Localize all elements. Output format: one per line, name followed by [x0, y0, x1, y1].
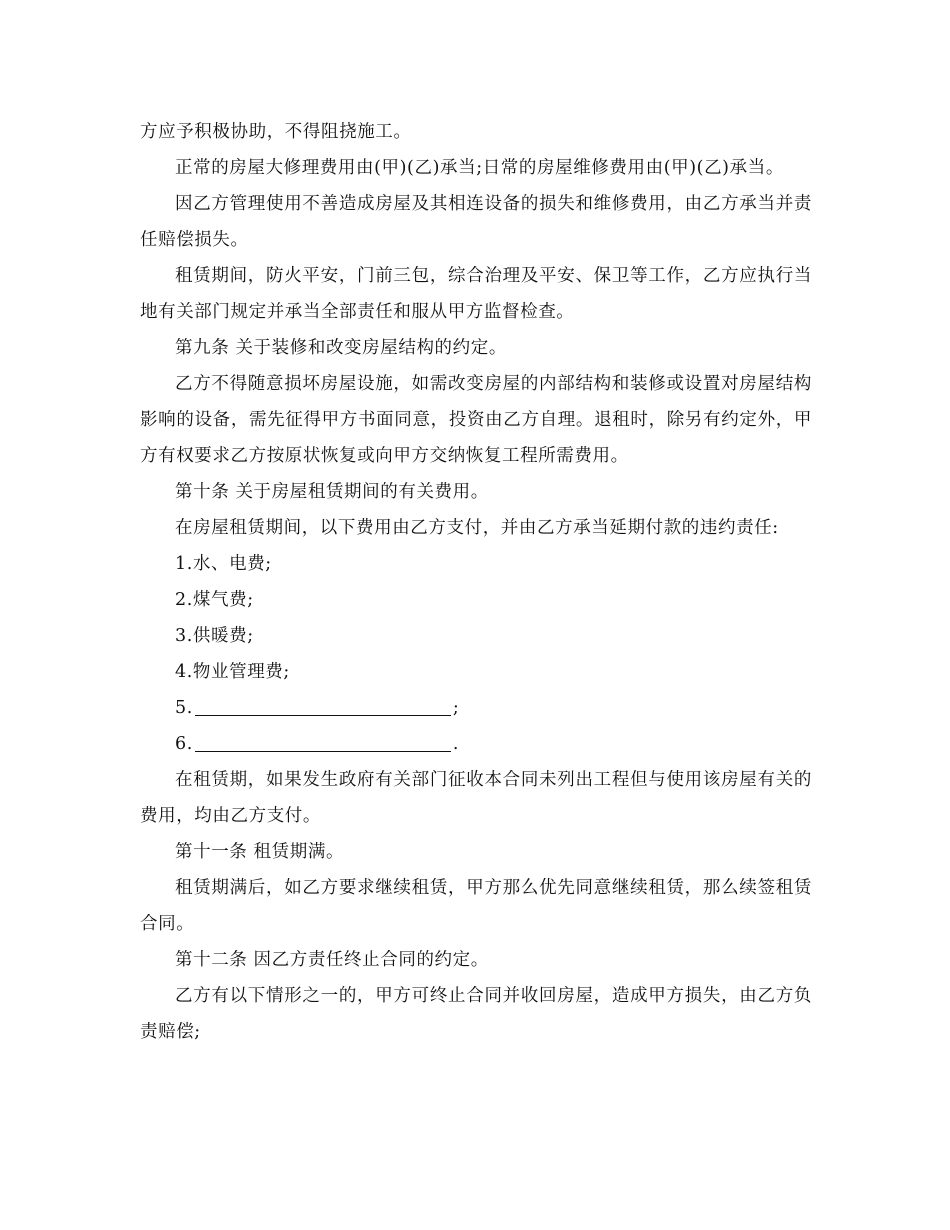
- article-heading: 第十二条 因乙方责任终止合同的约定。: [175, 950, 489, 970]
- paragraph: 在房屋租赁期间，以下费用由乙方支付，并由乙方承当延期付款的违约责任:: [175, 518, 779, 538]
- paragraph: 乙方有以下情形之一的，甲方可终止合同并收回房屋，造成甲方损失，由乙方负责赔偿;: [140, 986, 812, 1042]
- article-heading: 第九条 关于装修和改变房屋结构的约定。: [175, 338, 507, 358]
- contract-text: [140, 114, 812, 1050]
- list-item: 3.供暖费;: [175, 626, 254, 646]
- list-punct: ;: [452, 698, 460, 718]
- list-item-blank: [140, 726, 812, 762]
- paragraph: 租赁期满后，如乙方要求继续租赁，甲方那么优先同意继续租赁，那么续签租赁合同。: [140, 878, 812, 934]
- article-heading: 第十条 关于房屋租赁期间的有关费用。: [175, 482, 489, 502]
- list-number: 5.: [175, 698, 193, 718]
- list-number: 6.: [175, 734, 193, 754]
- list-item: 4.物业管理费;: [175, 662, 290, 682]
- fill-in-blank[interactable]: [195, 733, 451, 752]
- list-punct: .: [452, 734, 460, 754]
- list-item: 2.煤气费;: [175, 590, 254, 610]
- paragraph: 租赁期间，防火平安，门前三包，综合治理及平安、保卫等工作，乙方应执行当地有关部门规定并承当全部责任和服从甲方监督检查。: [140, 266, 812, 322]
- paragraph: 方应予积极协助，不得阻挠施工。: [140, 122, 412, 142]
- list-item-blank: [140, 690, 812, 726]
- paragraph: 在租赁期，如果发生政府有关部门征收本合同未列出工程但与使用该房屋有关的费用，均由乙方支付。: [140, 770, 812, 826]
- paragraph: 因乙方管理使用不善造成房屋及其相连设备的损失和维修费用，由乙方承当并责任赔偿损失。: [140, 194, 812, 250]
- list-item: 1.水、电费;: [175, 554, 272, 574]
- article-heading: 第十一条 租赁期满。: [175, 842, 345, 862]
- paragraph: 正常的房屋大修理费用由(甲)(乙)承当;日常的房屋维修费用由(甲)(乙)承当。: [175, 158, 784, 178]
- paragraph: 乙方不得随意损坏房屋设施，如需改变房屋的内部结构和装修或设置对房屋结构影响的设备，需先征得甲方书面同意，投资由乙方自理。退租时，除另有约定外，甲方有权要求乙方按原状恢复或向甲方交纳恢复工程所需费用。: [140, 374, 812, 466]
- fill-in-blank[interactable]: [195, 697, 451, 716]
